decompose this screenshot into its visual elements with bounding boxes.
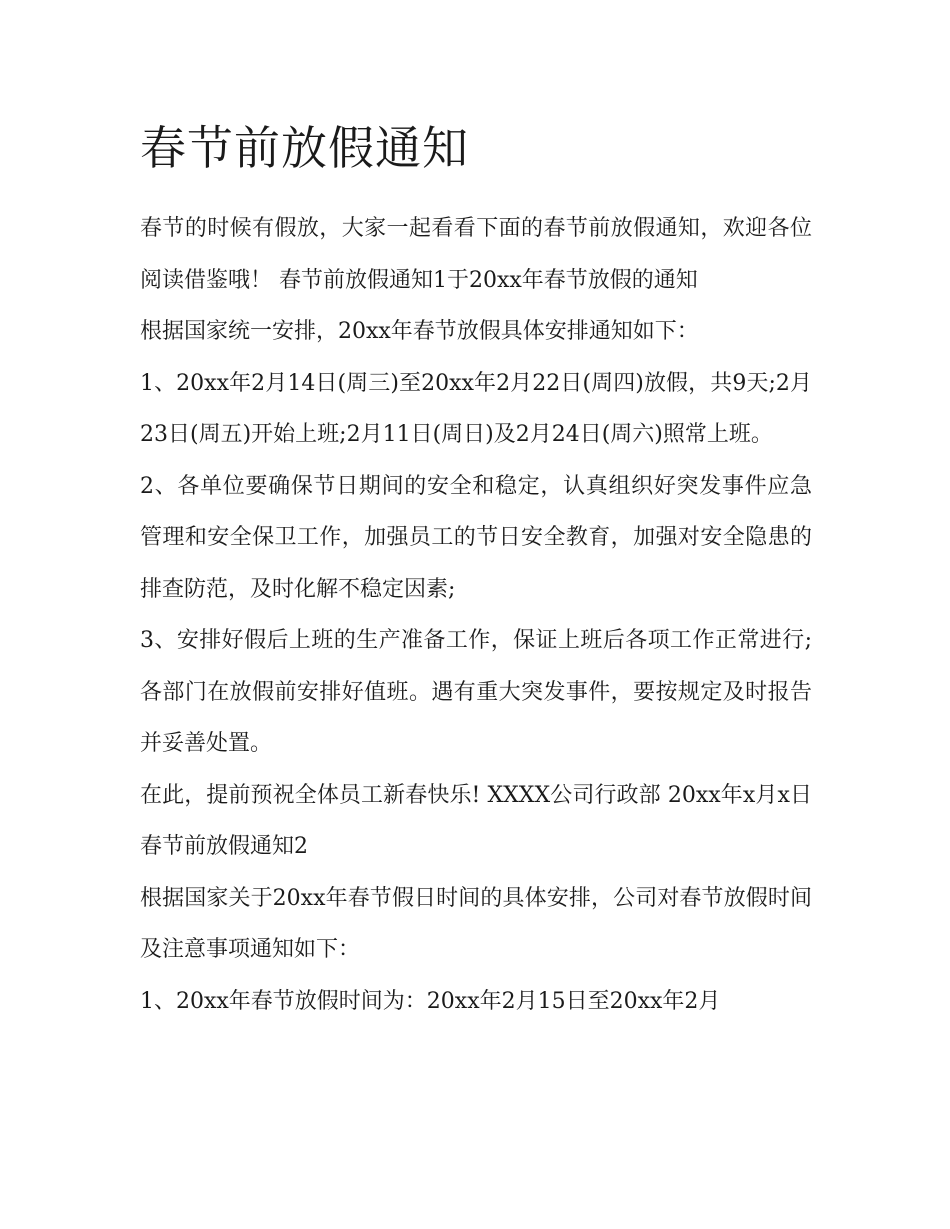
paragraph-item-1: 1、20xx年2月14日(周三)至20xx年2月22日(周四)放假，共9天;2月23日(周五)开始上班;2月11日(周日)及2月24日(周六)照常上班。 xyxy=(140,370,812,447)
paragraph-item-2: 2、各单位要确保节日期间的安全和稳定，认真组织好突发事件应急管理和安全保卫工作，加强员工的节日安全教育，加强对安全隐患的排查防范，及时化解不稳定因素; xyxy=(140,473,812,602)
paragraph-closing: 在此，提前预祝全体员工新春快乐! XXXX公司行政部 20xx年x月x日 春节前放假通知2 xyxy=(140,782,812,859)
paragraph-notice-2-item-1: 1、20xx年春节放假时间为：20xx年2月15日至20xx年2月 xyxy=(140,988,721,1014)
document-title: 春节前放假通知 xyxy=(140,121,469,175)
paragraph-intro: 春节的时候有假放，大家一起看看下面的春节前放假通知，欢迎各位阅读借鉴哦！ 春节前放假通知1于20xx年春节放假的通知 xyxy=(140,216,812,293)
paragraph-item-3: 3、安排好假后上班的生产准备工作，保证上班后各项工作正常进行;各部门在放假前安排好值班。遇有重大突发事件，要按规定及时报告并妥善处置。 xyxy=(140,628,812,756)
paragraph-notice-2-intro: 根据国家关于20xx年春节假日时间的具体安排，公司对春节放假时间及注意事项通知如下： xyxy=(140,885,812,962)
paragraph-arrangement: 根据国家统一安排，20xx年春节放假具体安排通知如下： xyxy=(140,319,699,344)
document-page xyxy=(140,110,812,1027)
